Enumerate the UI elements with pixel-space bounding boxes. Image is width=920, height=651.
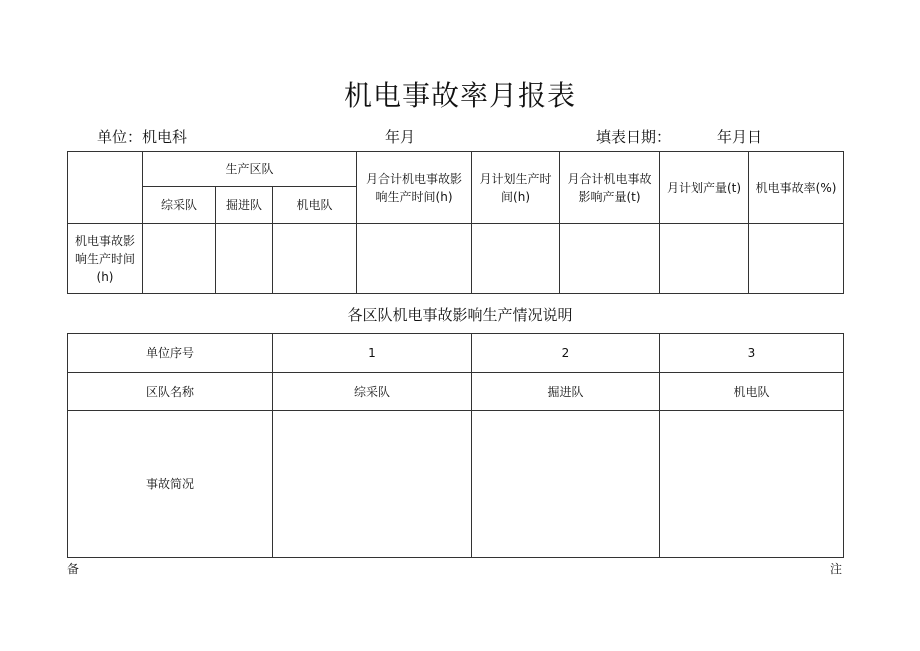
name-cell-3: 机电队 xyxy=(660,373,844,411)
team-impact-table xyxy=(67,333,844,558)
header-impact-time: 月合计机电事故影响生产时间(h) xyxy=(357,152,472,224)
data-cell-impact-output[interactable] xyxy=(560,224,660,294)
brief-row-label: 事故简况 xyxy=(68,411,273,558)
brief-cell-2[interactable] xyxy=(472,411,660,558)
brief-cell-1[interactable] xyxy=(273,411,472,558)
seq-cell-1: 1 xyxy=(273,334,472,373)
name-cell-1: 综采队 xyxy=(273,373,472,411)
data-cell-planned-time[interactable] xyxy=(472,224,560,294)
remark-left: 备 xyxy=(67,562,80,576)
data-cell-planned-output[interactable] xyxy=(660,224,749,294)
header-impact-output: 月合计机电事故影响产量(t) xyxy=(560,152,660,224)
header-accident-rate: 机电事故率(%) xyxy=(749,152,844,224)
seq-cell-3: 3 xyxy=(660,334,844,373)
section-subtitle: 各区队机电事故影响生产情况说明 xyxy=(347,306,573,324)
data-cell-accident-rate[interactable] xyxy=(749,224,844,294)
seq-cell-2: 2 xyxy=(472,334,660,373)
seq-row-label: 单位序号 xyxy=(68,334,273,373)
year-month-label: 年月 xyxy=(385,128,416,146)
unit-label: 单位：机电科 xyxy=(97,128,188,146)
remark-right: 注 xyxy=(830,562,843,576)
name-cell-2: 掘进队 xyxy=(472,373,660,411)
data-cell-impact-time[interactable] xyxy=(357,224,472,294)
team-header-1: 综采队 xyxy=(143,187,216,224)
header-planned-time: 月计划生产时间(h) xyxy=(472,152,560,224)
accident-rate-table xyxy=(67,151,844,294)
page-title: 机电事故率月报表 xyxy=(343,79,576,112)
name-row-label: 区队名称 xyxy=(68,373,273,411)
team-header-3: 机电队 xyxy=(273,187,357,224)
data-cell-team-1[interactable] xyxy=(143,224,216,294)
production-team-header: 生产区队 xyxy=(143,152,357,187)
corner-cell xyxy=(68,152,143,224)
brief-cell-3[interactable] xyxy=(660,411,844,558)
header-planned-output: 月计划产量(t) xyxy=(660,152,749,224)
row-label-impact-time: 机电事故影响生产时间(h) xyxy=(68,224,143,294)
team-header-2: 掘进队 xyxy=(216,187,273,224)
data-cell-team-2[interactable] xyxy=(216,224,273,294)
data-cell-team-3[interactable] xyxy=(273,224,357,294)
fill-date-label: 填表日期： xyxy=(596,128,672,146)
fill-date-value: 年月日 xyxy=(717,128,763,146)
